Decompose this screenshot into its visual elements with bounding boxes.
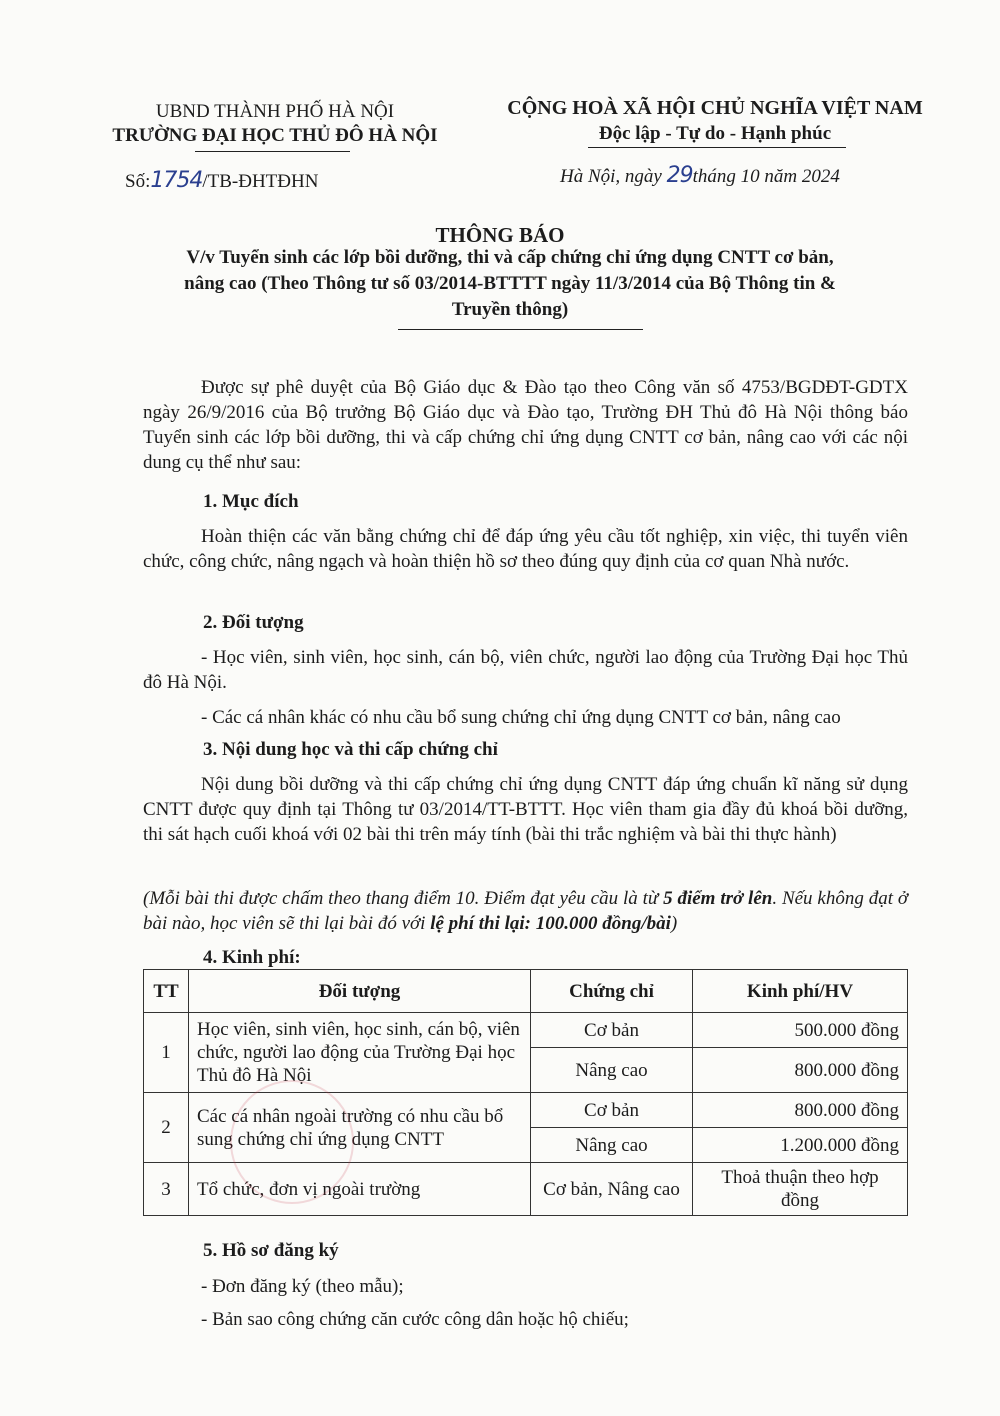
fee-table-header [144, 970, 908, 1013]
national-motto: Độc lập - Tự do - Hạnh phúc [598, 123, 832, 144]
table-row: Nâng cao 800.000 đồng [144, 1048, 908, 1093]
handwritten-day: 29 [666, 163, 693, 188]
motto-underline [588, 147, 846, 148]
issuer-authority: UBND THÀNH PHỐ HÀ NỘI [155, 101, 395, 122]
col-tt: TT [144, 970, 189, 1013]
exam-note: (Mỗi bài thi được chấm theo thang điểm 10. Điểm đạt yêu cầu là từ 5 điểm trở lên. Nếu không đạt ở bài nào, học viên sẽ thi lại bài đó với lệ phí thi lại: 100.000 đồng/bài) [143, 888, 908, 934]
handwritten-number: 1754 [150, 168, 203, 193]
col-target: Đối tượng [189, 970, 531, 1013]
pass-threshold: 5 điểm trở lên [663, 888, 773, 909]
section-2-item-2: - Các cá nhân khác có nhu cầu bổ sung chứng chỉ ứng dụng CNTT cơ bản, nâng cao [201, 707, 841, 728]
section-5-item-2: - Bản sao công chứng căn cước công dân hoặc hộ chiếu; [201, 1309, 629, 1330]
section-2-item-1: - Học viên, sinh viên, học sinh, cán bộ, viên chức, người lao động của Trường Đại học Thủ đô Hà Nội. [143, 647, 908, 693]
document-date: Hà Nội, ngày 29tháng 10 năm 2024 [560, 163, 840, 188]
col-certificate: Chứng chỉ [531, 970, 693, 1013]
section-5-item-1: - Đơn đăng ký (theo mẫu); [201, 1276, 404, 1297]
title-underline [398, 329, 643, 330]
section-3-text: Nội dung bồi dưỡng và thi cấp chứng chỉ ứng dụng CNTT đáp ứng chuẩn kĩ năng sử dụng CNTT được quy định tại Thông tư 03/2014/TT-BTTT. Học viên tham gia đầy đủ khoá bồi dưỡng, thi sát hạch cuối khoá với 02 bài thi trên máy tính (bài thi trắc nghiệm và bài thi thực hành) [143, 774, 908, 845]
section-1-heading: 1. Mục đích [203, 491, 299, 512]
intro-paragraph: Được sự phê duyệt của Bộ Giáo dục & Đào tạo theo Công văn số 4753/BGDĐT-GDTX ngày 26/9/2016 của Bộ trưởng Bộ Giáo dục và Đào tạo, Trường ĐH Thủ đô Hà Nội thông báo Tuyển sinh các lớp bồi dưỡng, thi và cấp chứng chỉ ứng dụng CNTT cơ bản, nâng cao với các nội dung cụ thể như sau: [143, 377, 908, 473]
document-title: THÔNG BÁO [435, 223, 565, 247]
issuer-name: TRƯỜNG ĐẠI HỌC THỦ ĐÔ HÀ NỘI [112, 125, 438, 146]
table-row: 1 Học viên, sinh viên, học sinh, cán bộ, viên chức, người lao động của Trường Đại học Thủ đô Hà Nội Cơ bản 500.000 đồng [144, 1013, 908, 1048]
faded-stamp [230, 1080, 354, 1204]
document-subject: V/v Tuyển sinh các lớp bồi dưỡng, thi và cấp chứng chỉ ứng dụng CNTT cơ bản, nâng cao (Theo Thông tư số 03/2014-BTTTT ngày 11/3/2014 của Bộ Thông tin & Truyền thông) [184, 247, 836, 320]
col-fee: Kinh phí/HV [693, 970, 908, 1013]
table-row: 2 Các cá nhân ngoài trường có nhu cầu bổ sung chứng chỉ ứng dụng CNTT Cơ bản 800.000 đồng [144, 1093, 908, 1128]
country-name: CỘNG HOÀ XÃ HỘI CHỦ NGHĨA VIỆT NAM [507, 97, 923, 119]
document-number: Số:1754/TB-ĐHTĐHN [125, 168, 319, 193]
table-row: Nâng cao 1.200.000 đồng [144, 1128, 908, 1163]
section-4-heading: 4. Kinh phí: [203, 947, 301, 968]
issuer-block [85, 100, 465, 148]
retake-fee: lệ phí thi lại: 100.000 đồng/bài [430, 913, 671, 934]
section-3-heading: 3. Nội dung học và thi cấp chứng chỉ [203, 739, 498, 760]
section-1-text: Hoàn thiện các văn bằng chứng chỉ để đáp ứng yêu cầu tốt nghiệp, xin việc, thi tuyển viên chức, công chức, nâng ngạch và hoàn thiện hồ sơ theo đúng quy định của cơ quan Nhà nước. [143, 526, 908, 572]
section-2-heading: 2. Đối tượng [203, 612, 304, 633]
section-5-heading: 5. Hồ sơ đăng ký [203, 1240, 339, 1261]
national-header [470, 96, 960, 146]
table-row: 3 Tổ chức, đơn vị ngoài trường Cơ bản, Nâng cao Thoả thuận theo hợp đồng [144, 1163, 908, 1216]
issuer-underline [195, 151, 350, 152]
